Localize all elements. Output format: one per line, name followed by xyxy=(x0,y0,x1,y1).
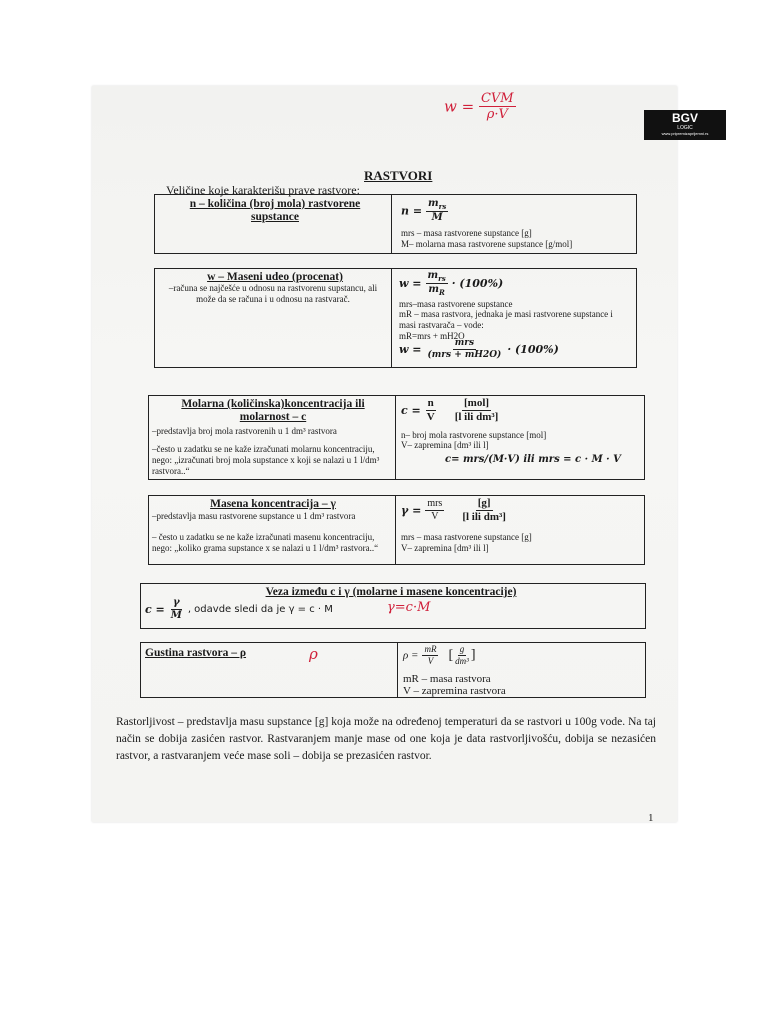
box-masena xyxy=(148,495,645,565)
gamma-fraction xyxy=(425,499,444,522)
c-unit-num: [mol] xyxy=(464,397,490,409)
w2-tail: · (100%) xyxy=(507,343,559,356)
box-rho-formula: ρ = $\frac{mR}{V}$ [ $\frac{g}{\text{dm³}}$ ] xyxy=(403,644,476,666)
logo-url: www.pripremizaprijemni.rs xyxy=(661,131,709,136)
box-n-heading: n – količina (broj mola) rastvorene supstance xyxy=(189,198,361,223)
gamma-unit-num: [g] xyxy=(477,497,491,509)
box-w-note1: mrs–masa rastvorene supstance xyxy=(399,299,513,309)
hw-fraction xyxy=(479,92,516,121)
box-veza-formula xyxy=(145,598,333,621)
gamma-unit-den: [l ili dm³] xyxy=(462,511,506,523)
veza-fraction xyxy=(169,598,184,621)
box-n-note2: M– molarna masa rastvorene supstance [g/mol] xyxy=(401,239,573,249)
box-gamma-note2: V– zapremina [dm³ ili l] xyxy=(401,543,489,553)
rastvorljivost-paragraph: Rastorljivost – predstavlja masu supstance [g] koja može na određenoj temperaturi da se rastvori u 100g vode. Na taj način se dobija zasićen rastvor. Rastvaranjem manje mase od one koja je data rastvorljivošću, dobija se nezasićen rastvor, a rastvaranjem veće mase soli – dobija se prezasićen rastvor. xyxy=(116,716,656,762)
veza-den: M xyxy=(170,610,182,621)
w2-lhs: w = xyxy=(399,343,422,356)
box-gustina xyxy=(140,642,646,698)
w-num: m xyxy=(427,270,439,281)
rho-unit-num: g xyxy=(459,644,465,654)
box-rho-heading: Gustina rastvora – ρ xyxy=(145,647,247,659)
page-title: RASTVORI xyxy=(364,168,433,183)
page-number: 1 xyxy=(648,812,654,824)
handwritten-rho: ρ xyxy=(309,645,318,663)
w-tail: · (100%) xyxy=(451,277,504,290)
n-lhs: n = xyxy=(401,204,423,218)
hw-den: ρ·V xyxy=(486,107,508,122)
w-den: m xyxy=(428,284,440,295)
box-molarna xyxy=(148,395,645,480)
box-w-formula xyxy=(399,271,503,296)
box-gamma-desc1: –predstavlja masu rastvorene supstance u 1 dm³ rastvora xyxy=(152,511,356,521)
rho-unit xyxy=(453,645,471,666)
box-c-note1: n– broj mola rastvorene supstance [mol] xyxy=(401,430,547,440)
box-w-formula2 xyxy=(399,339,559,360)
w2-den: (mrs + mH2O) xyxy=(427,350,502,360)
box-gamma-note1: mrs – masa rastvorene supstance [g] xyxy=(401,532,532,542)
c-fraction xyxy=(425,398,437,423)
box-c-heading: Molarna (količinska)koncentracija ili molarnost – c xyxy=(181,398,365,423)
w-num-sub: rs xyxy=(438,274,446,283)
rho-lhs: ρ = xyxy=(403,649,419,662)
box-kolicina xyxy=(154,194,637,254)
c-num: n xyxy=(427,397,434,409)
handwritten-gamma-note: γ=c·M xyxy=(387,600,431,615)
veza-num: γ xyxy=(172,597,180,608)
handwritten-formula xyxy=(444,92,516,121)
box-maseni-udeo xyxy=(154,268,637,368)
n-num: m xyxy=(428,198,439,209)
box-c-formula xyxy=(401,398,500,423)
w-fraction xyxy=(426,271,448,296)
hw-num: CVM xyxy=(480,91,514,106)
box-c-desc1: –predstavlja broj mola rastvorenih u 1 dm³ rastvora xyxy=(152,426,337,436)
logo-sub: LOGIC xyxy=(677,125,693,131)
box-gamma-formula xyxy=(401,498,508,523)
box-rho-note2: V – zapremina rastvora xyxy=(403,685,506,697)
box-c-note2: V– zapremina [dm³ ili l] xyxy=(401,440,489,450)
box-c-formula2: c= mrs/(M·V) ili mrs = c · M · V xyxy=(445,454,621,465)
w2-num: mrs xyxy=(454,338,475,348)
box-veza xyxy=(140,583,646,629)
gamma-den: V xyxy=(431,511,439,522)
c-den: V xyxy=(426,411,435,423)
box-gamma-heading: Masena koncentracija – γ xyxy=(210,498,336,510)
veza-lhs: c = xyxy=(145,603,165,616)
box-gamma-desc2: – često u zadatku se ne kaže izračunati masenu koncentraciju, nego: „koliko grama supstance x se nalazi u 1 l/dm³ rastvora..“ xyxy=(152,532,379,553)
n-fraction xyxy=(426,199,448,223)
box-veza-heading: Veza između c i γ (molarne i masene koncentracije) xyxy=(265,586,517,598)
bgv-logo xyxy=(644,110,726,140)
veza-text: , odavde sledi da je γ = c · M xyxy=(187,604,333,615)
box-w-note3: mR=mrs + mH2O xyxy=(399,331,465,341)
rho-den: V xyxy=(427,656,434,666)
w-lhs: w = xyxy=(399,277,422,290)
logo-text: BGV xyxy=(671,111,698,125)
box-c-desc2: –često u zadatku se ne kaže izračunati molarnu koncentraciju, nego: „izračunati broj mola supstance x koji se nalazi u 1 l/dm³ rastvora..“ xyxy=(152,444,380,476)
c-lhs: c = xyxy=(401,404,421,417)
w2-fraction xyxy=(426,339,504,360)
gamma-num: mrs xyxy=(427,498,443,509)
n-num-sub: rs xyxy=(438,202,447,211)
intro-text: Veličine koje karakterišu prave rastvore: xyxy=(166,183,360,197)
w-den-sub: R xyxy=(439,288,445,297)
c-unit-den: [l ili dm³] xyxy=(454,411,499,423)
rho-fraction xyxy=(422,645,438,666)
n-den: M xyxy=(431,212,443,223)
box-w-heading: w – Maseni udeo (procenat) xyxy=(207,271,343,283)
gamma-lhs: γ = xyxy=(401,504,422,517)
box-n-note1: mrs – masa rastvorene supstance [g] xyxy=(401,228,532,238)
gamma-unit xyxy=(460,498,508,523)
c-unit xyxy=(453,398,501,423)
box-w-desc: –računa se najčešće u odnosu na rastvorenu supstancu, ali može da se računa i u odnosu na rastvarač. xyxy=(168,283,378,304)
rho-num: mR xyxy=(424,644,437,654)
box-rho-note1: mR – masa rastvora xyxy=(403,673,491,685)
document-page xyxy=(92,86,709,824)
box-n-formula xyxy=(401,199,448,223)
rho-unit-den: dm³ xyxy=(455,656,469,666)
box-w-note2: mR – masa rastvora, jednaka je masi rastvorene supstance i masi rastvarača – vode: xyxy=(399,309,613,330)
hw-lhs: w = xyxy=(444,97,475,116)
